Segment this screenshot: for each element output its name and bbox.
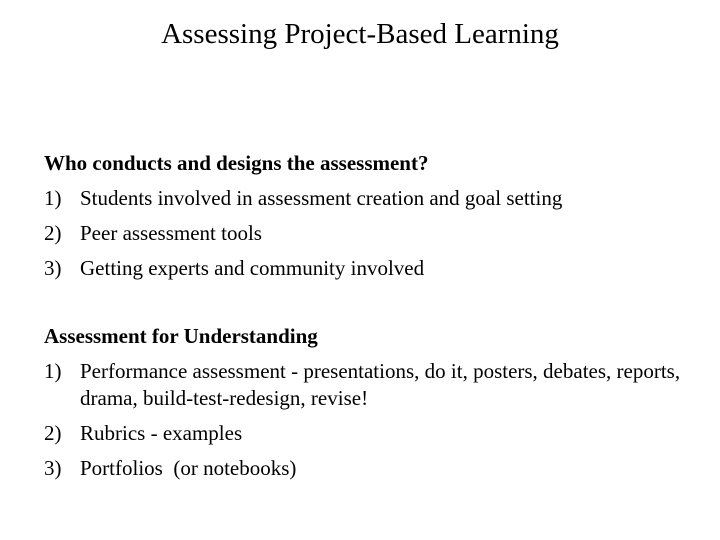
section-assessment-designers	[44, 146, 694, 286]
list-item	[44, 451, 694, 486]
list-item	[44, 354, 694, 416]
section-assessment-for-understanding	[44, 319, 694, 486]
list-item-number: 3)	[44, 456, 62, 480]
list-item	[44, 216, 694, 251]
list-item	[44, 181, 694, 216]
list-item-text: Performance assessment - presentations, do it, posters, debates, reports, drama, build-test-redesign, revise!	[80, 359, 681, 410]
list-item-number: 2)	[44, 421, 62, 445]
list-item-text: Portfolios (or notebooks)	[80, 456, 297, 480]
list-item	[44, 251, 694, 286]
list-item-number: 3)	[44, 256, 62, 280]
section-heading: Assessment for Understanding	[44, 324, 318, 348]
list-item-text: Rubrics - examples	[80, 421, 243, 445]
section-heading: Who conducts and designs the assessment?	[44, 151, 429, 175]
list-item-text: Getting experts and community involved	[80, 256, 425, 280]
list-item-number: 1)	[44, 359, 62, 383]
slide-title: Assessing Project-Based Learning	[161, 18, 559, 50]
list-item-text: Students involved in assessment creation and goal setting	[80, 186, 563, 210]
list-item	[44, 416, 694, 451]
list-item-number: 2)	[44, 221, 62, 245]
list-item-text: Peer assessment tools	[80, 221, 262, 245]
list-item-number: 1)	[44, 186, 62, 210]
